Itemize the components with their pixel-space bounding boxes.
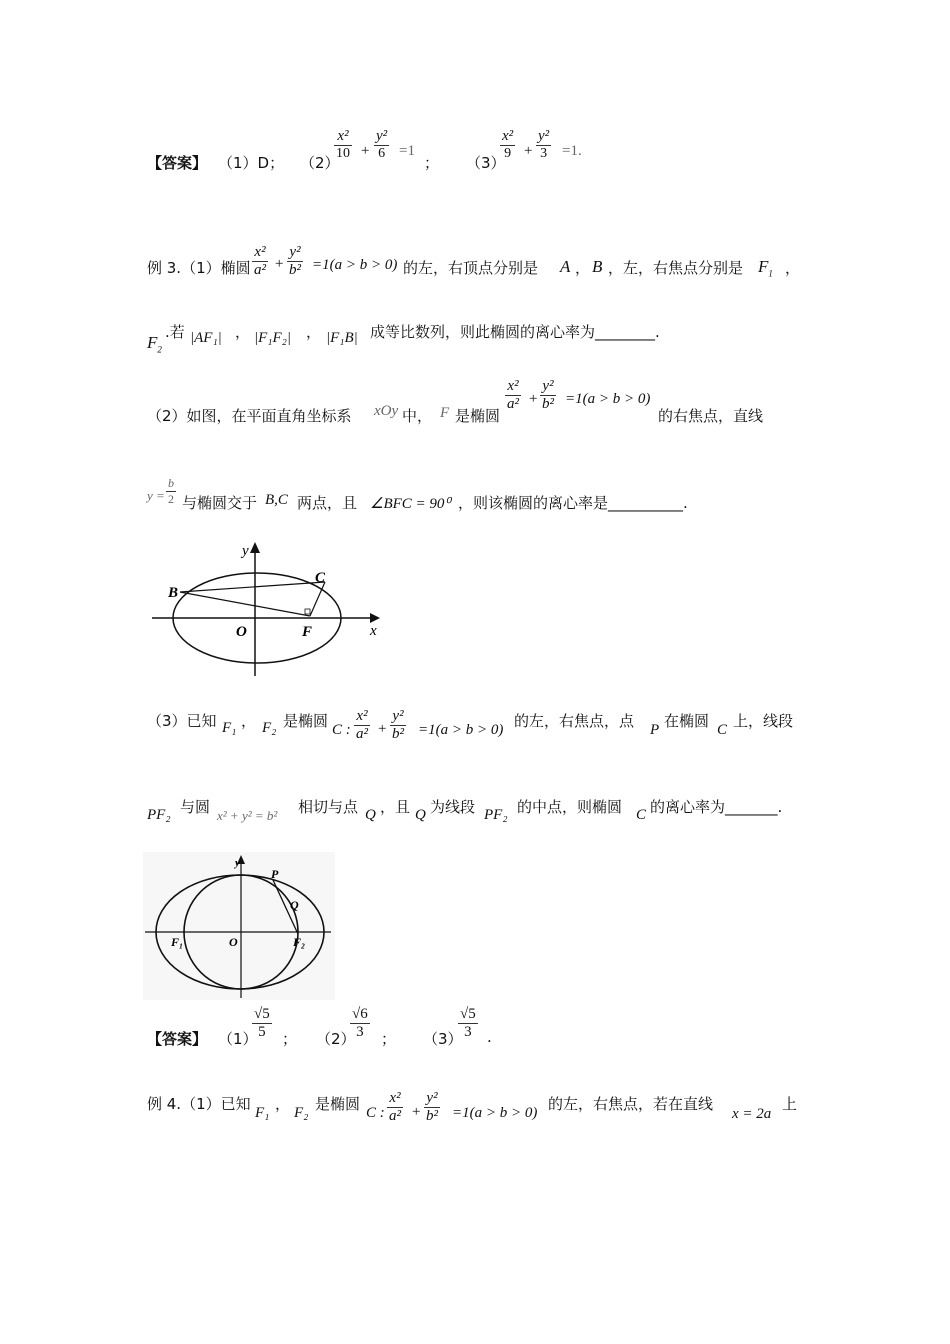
ellipse-circle-figure-2 <box>143 852 335 1000</box>
fraction-y2-b2-q2: $\frac{\text{y²}}{\text{b²}}$ <box>542 378 554 412</box>
answer-part-1: （1）D； <box>218 154 285 172</box>
segment-BF <box>180 592 310 616</box>
label-P: P <box>271 867 279 881</box>
example-4-title: 例 4.（1）已知 <box>147 1095 251 1113</box>
fraction-x2-a2-q3: $\frac{\text{x²}}{\text{a²}}$ <box>356 708 368 742</box>
label-B: B <box>168 585 179 601</box>
label-y: y <box>242 543 249 559</box>
label-O: O <box>236 624 247 640</box>
label-F2: F₂ <box>293 935 306 949</box>
figure-background <box>143 852 335 1000</box>
label-C: C <box>315 570 326 586</box>
label-Q: Q <box>290 898 299 912</box>
answer-part-3-label: （3） <box>466 154 506 172</box>
fraction-x2-10: $\frac{\text{x²}}{10}$ <box>336 128 350 161</box>
answer-sqrt6-over-3: $\frac{√6}{3}$ <box>352 1006 368 1040</box>
answer-part-2-label: （2） <box>300 154 340 172</box>
right-angle-mark <box>305 609 310 614</box>
label-O: O <box>229 935 238 949</box>
fraction-y2-b2-q3: $\frac{\text{y²}}{\text{b²}}$ <box>392 708 404 742</box>
fraction-y2-b2: $\frac{\text{y²}}{\text{b²}}$ <box>289 244 301 278</box>
label-y: y <box>235 857 240 869</box>
y-axis-arrow <box>250 542 260 553</box>
example-3-title: 例 3.（1）椭圆 <box>147 259 251 277</box>
answer-label-2: 【答案】 <box>147 1030 208 1048</box>
answer-sqrt5-over-5: $\frac{√5}{5}$ <box>254 1006 270 1040</box>
ellipse-figure-1 <box>150 538 390 678</box>
x-axis-arrow <box>370 613 380 623</box>
answer-label: 【答案】 <box>147 154 208 172</box>
fraction-x2-9: $\frac{\text{x²}}{9}$ <box>502 128 514 161</box>
answer-sqrt5-over-3: $\frac{√5}{3}$ <box>460 1006 476 1040</box>
fraction-y2-6: $\frac{\text{y²}}{6}$ <box>376 128 388 161</box>
fraction-x2-a2: $\frac{\text{x²}}{\text{a²}}$ <box>254 244 266 278</box>
label-x: x <box>370 623 377 639</box>
fraction-y2-3: $\frac{\text{y²}}{3}$ <box>538 128 550 161</box>
fraction-x2-a2-ex4: $\frac{\text{x²}}{\text{a²}}$ <box>389 1090 401 1124</box>
fraction-x2-a2-q2: $\frac{\text{x²}}{\text{a²}}$ <box>507 378 519 412</box>
fraction-b-2: $\frac{b}{2}$ <box>168 476 174 506</box>
label-F: F <box>302 624 313 640</box>
label-F1: F₁ <box>171 935 184 949</box>
fraction-y2-b2-ex4: $\frac{\text{y²}}{\text{b²}}$ <box>426 1090 438 1124</box>
